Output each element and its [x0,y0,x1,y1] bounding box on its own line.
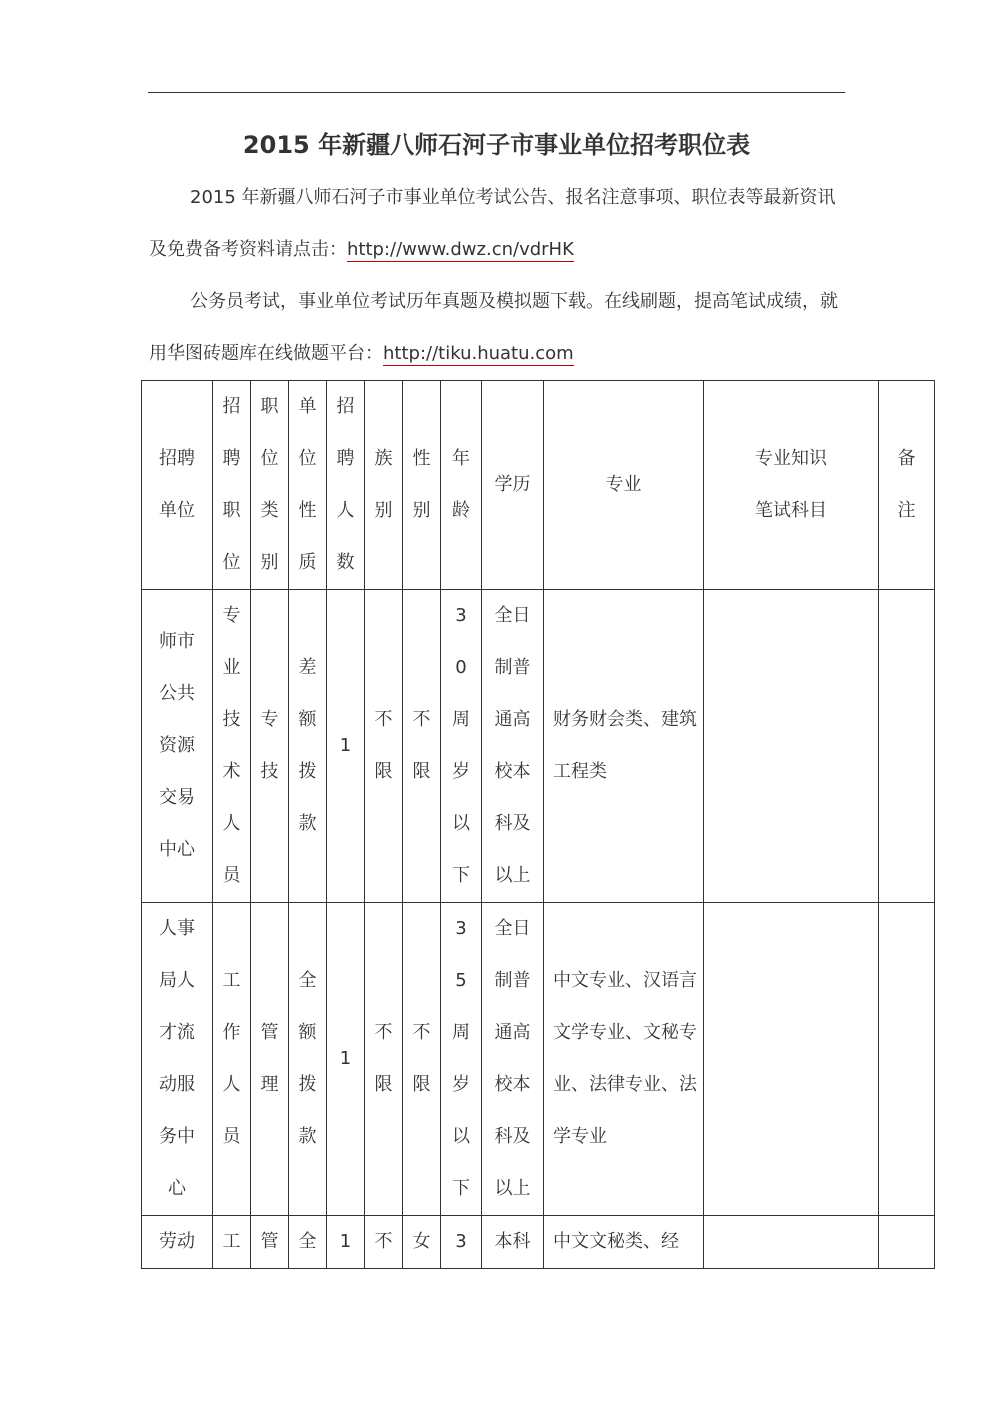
cell-age: 3 [441,1216,482,1269]
cell-gender: 不限 [403,903,441,1216]
table-row [142,1216,935,1269]
header-gender: 性别 [403,381,441,590]
cell-count: 1 [327,1216,365,1269]
promo-paragraph [149,276,849,380]
cell-position: 工作人员 [213,903,251,1216]
cell-nature: 差额拨款 [289,590,327,903]
cell-education: 本科 [482,1216,544,1269]
cell-count: 1 [327,590,365,903]
cell-exam [704,1216,879,1269]
header-nature: 单位性质 [289,381,327,590]
cell-remarks [879,590,935,903]
header-remarks: 备注 [879,381,935,590]
header-major: 专业 [544,381,704,590]
table-header-row [142,381,935,590]
intro-text: 2015 年新疆八师石河子市事业单位考试公告、报名注意事项、职位表等最新资讯及免费备考资料请点击： [149,187,836,260]
cell-ethnicity: 不限 [365,590,403,903]
table-row [142,903,935,1216]
cell-nature: 全额拨款 [289,903,327,1216]
cell-exam [704,590,879,903]
header-ethnicity: 族别 [365,381,403,590]
cell-education: 全日制普通高校本科及以上 [482,903,544,1216]
header-education: 学历 [482,381,544,590]
cell-major: 中文专业、汉语言文学专业、文秘专业、法律专业、法学专业 [544,903,704,1216]
cell-category: 专技 [251,590,289,903]
header-exam: 专业知识笔试科目 [704,381,879,590]
header-count: 招聘人数 [327,381,365,590]
cell-education: 全日制普通高校本科及以上 [482,590,544,903]
cell-remarks [879,1216,935,1269]
promo-link[interactable]: http://tiku.huatu.com [383,343,574,364]
cell-major: 财务财会类、建筑工程类 [544,590,704,903]
cell-count: 1 [327,903,365,1216]
cell-gender: 不限 [403,590,441,903]
cell-unit: 劳动 [142,1216,213,1269]
cell-position: 工 [213,1216,251,1269]
cell-age: 35周岁以下 [441,903,482,1216]
cell-gender: 女 [403,1216,441,1269]
cell-position: 专业技术人员 [213,590,251,903]
cell-unit: 师市公共资源交易中心 [142,590,213,903]
cell-category: 管 [251,1216,289,1269]
cell-age: 30周岁以下 [441,590,482,903]
header-age: 年龄 [441,381,482,590]
positions-table [141,380,935,1269]
table-row [142,590,935,903]
header-category: 职位类别 [251,381,289,590]
cell-unit: 人事局人才流动服务中心 [142,903,213,1216]
page-title: 2015 年新疆八师石河子市事业单位招考职位表 [242,131,751,159]
cell-major: 中文文秘类、经 [544,1216,704,1269]
cell-exam [704,903,879,1216]
promo-text: 公务员考试，事业单位考试历年真题及模拟题下载。在线刷题，提高笔试成绩，就用华图砖题库在线做题平台： [149,291,838,364]
cell-ethnicity: 不 [365,1216,403,1269]
cell-nature: 全 [289,1216,327,1269]
intro-paragraph [149,172,849,276]
header-unit: 招聘单位 [142,381,213,590]
header-rule [148,92,845,93]
cell-ethnicity: 不限 [365,903,403,1216]
cell-remarks [879,903,935,1216]
cell-category: 管理 [251,903,289,1216]
header-position: 招聘职位 [213,381,251,590]
intro-link[interactable]: http://www.dwz.cn/vdrHK [347,239,574,260]
